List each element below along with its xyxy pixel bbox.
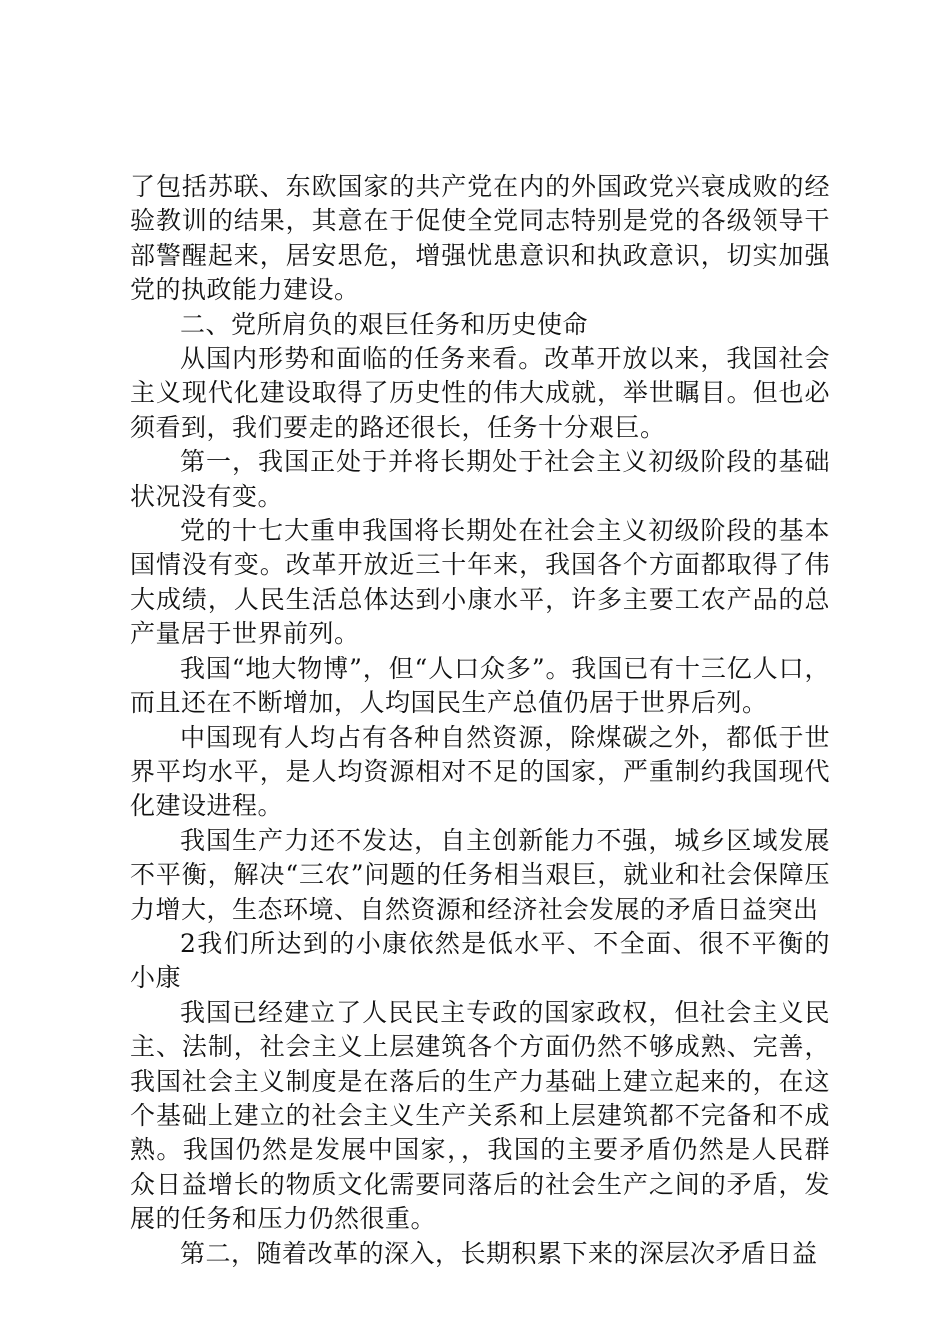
paragraph: 我国生产力还不发达，自主创新能力不强，城乡区域发展不平衡，解决“三农”问题的任务相当艰巨，就业和社会保障压力增大，生态环境、自然资源和经济社会发展的矛盾日益突出: [130, 825, 830, 924]
paragraph: 我国已经建立了人民民主专政的国家政权，但社会主义民主、法制，社会主义上层建筑各个方面仍然不够成熟、完善，我国社会主义制度是在落后的生产力基础上建立起来的，在这个基础上建立的社会主义生产关系和上层建筑都不完备和不成熟。我国仍然是发展中国家，，我国的主要矛盾仍然是人民群众日益增长的物质文化需要同落后的社会生产之间的矛盾，发展的任务和压力仍然很重。: [130, 997, 830, 1234]
paragraph: 第一，我国正处于并将长期处于社会主义初级阶段的基础状况没有变。: [130, 447, 830, 511]
paragraph: 我国“地大物博”，但“人口众多”。我国已有十三亿人口，而且还在不断增加，人均国民生产总值仍居于世界后列。: [130, 653, 830, 718]
section-heading: 二、党所肩负的艰巨任务和历史使命: [180, 309, 589, 339]
paragraph: 第二，随着改革的深入，长期积累下来的深层次矛盾日益: [180, 1238, 818, 1268]
document-body: [130, 170, 830, 1271]
paragraph: 从国内形势和面临的任务来看。改革开放以来，我国社会主义现代化建设取得了历史性的伟大成就，举世瞩目。但也必须看到，我们要走的路还很长，任务十分艰巨。: [130, 344, 830, 442]
paragraph: 2我们所达到的小康依然是低水平、不全面、很不平衡的小康: [130, 928, 830, 993]
paragraph: 党的十七大重申我国将长期处在社会主义初级阶段的基本国情没有变。改革开放近三十年来，我国各个方面都取得了伟大成绩，人民生活总体达到小康水平，许多主要工农产品的总产量居于世界前列。: [130, 516, 830, 649]
paragraph-continuation: 了包括苏联、东欧国家的共产党在内的外国政党兴衰成败的经验教训的结果，其意在于促使全党同志特别是党的各级领导干部警醒起来，居安思危，增强忧患意识和执政意识，切实加强党的执政能力建设。: [130, 172, 830, 305]
paragraph: 中国现有人均占有各种自然资源，除煤碳之外，都低于世界平均水平，是人均资源相对不足的国家，严重制约我国现代化建设进程。: [130, 722, 830, 821]
